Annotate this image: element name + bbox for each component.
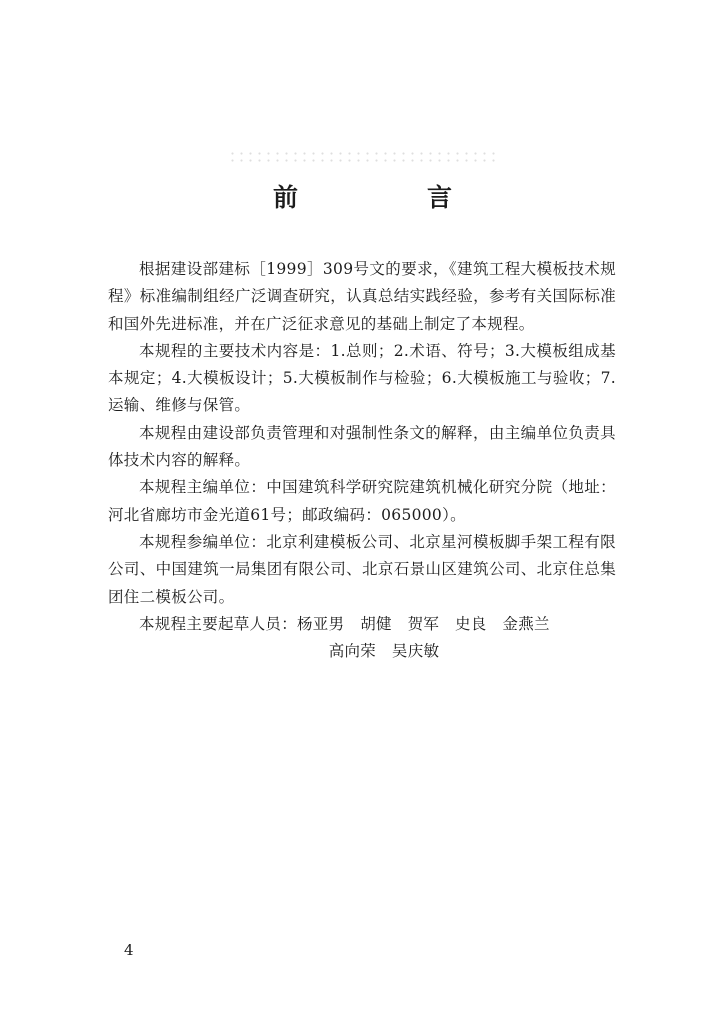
- scan-speckle: [228, 150, 498, 164]
- drafters-continued: 高向荣 吴庆敏: [328, 642, 440, 661]
- paragraph-drafters: 本规程主要起草人员：杨亚男 胡健 贺军 史良 金燕兰: [139, 614, 550, 633]
- paragraph-participants: 本规程参编单位：北京利建模板公司、北京星河模板脚手架工程有限公司、中国建筑一局集团有限公司、北京石景山区建筑公司、北京住总集团住二模板公司。: [108, 532, 616, 606]
- page-title: 前 言: [272, 183, 504, 212]
- paragraph-chief-editor: 本规程主编单位：中国建筑科学研究院建筑机械化研究分院（地址：河北省廊坊市金光道61号；邮政编码：065000）。: [108, 478, 616, 524]
- page-number: 4: [124, 941, 134, 959]
- paragraph-basis: 根据建设部建标［1999］309号文的要求，《建筑工程大模板技术规程》标准编制组经广泛调查研究，认真总结实践经验，参考有关国际标准和国外先进标准，并在广泛征求意见的基础上制定了本规程。: [108, 260, 616, 333]
- paragraph-management: 本规程由建设部负责管理和对强制性条文的解释，由主编单位负责具体技术内容的解释。: [108, 423, 616, 470]
- preface-body: [108, 256, 616, 665]
- paragraph-contents: 本规程的主要技术内容是：1.总则；2.术语、符号；3.大模板组成基本规定；4.大模板设计；5.大模板制作与检验；6.大模板施工与验收；7.运输、维修与保管。: [108, 341, 616, 415]
